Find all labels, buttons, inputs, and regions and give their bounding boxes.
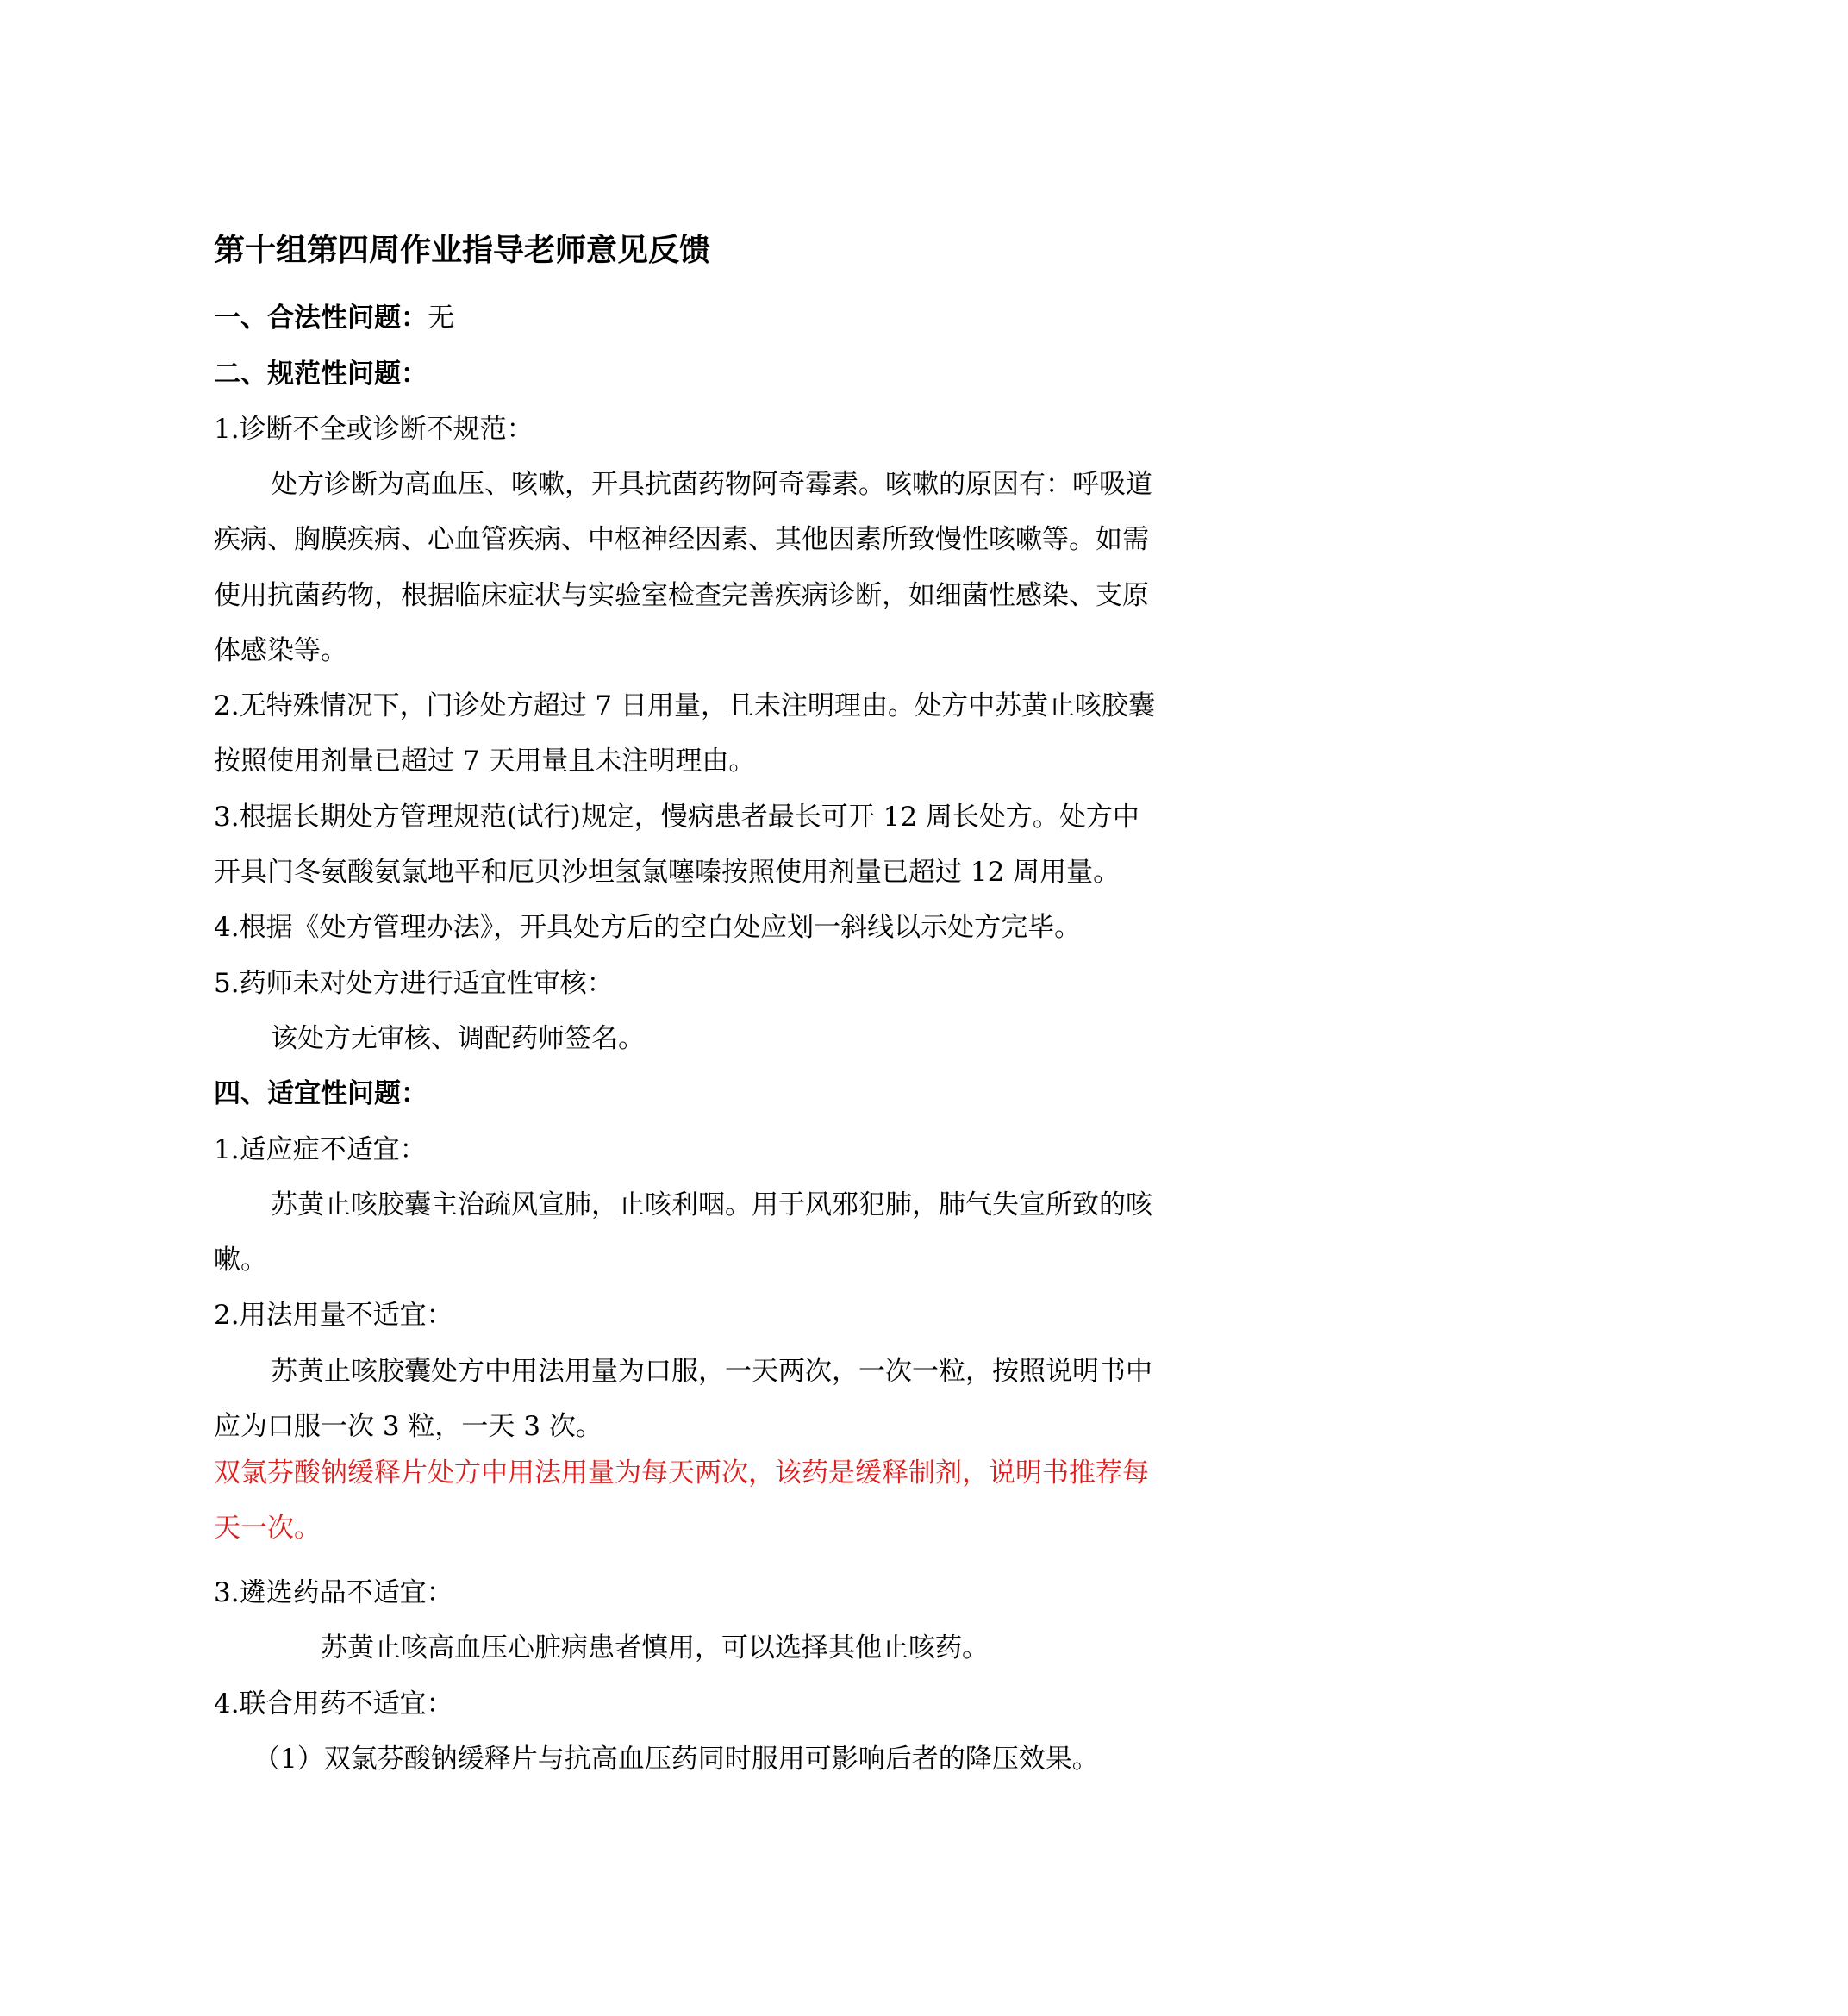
section-legality — [214, 301, 454, 335]
paragraph-line: 4.根据《处方管理办法》，开具处方后的空白处应划一斜线以示处方完毕。 — [214, 912, 1082, 943]
highlighted-line: 天一次。 — [214, 1513, 321, 1544]
paragraph-line: 苏黄止咳高血压心脏病患者慎用，可以选择其他止咳药。 — [321, 1632, 989, 1663]
item-diagnosis-title: 1.诊断不全或诊断不规范： — [214, 414, 534, 445]
paragraph-line: 按照使用剂量已超过 7 天用量且未注明理由。 — [214, 746, 756, 777]
paragraph-line: 苏黄止咳胶囊主治疏风宣肺，止咳利咽。用于风邪犯肺，肺气失宣所致的咳 — [271, 1189, 1152, 1220]
paragraph-line: 嗽。 — [214, 1245, 267, 1276]
paragraph-line: 3.根据长期处方管理规范(试行)规定，慢病患者最长可开 12 周长处方。处方中 — [214, 802, 1139, 833]
item-indication-title: 1.适应症不适宜： — [214, 1134, 427, 1165]
paragraph-line: 苏黄止咳胶囊处方中用法用量为口服，一天两次，一次一粒，按照说明书中 — [271, 1356, 1152, 1387]
paragraph-line: 处方诊断为高血压、咳嗽，开具抗菌药物阿奇霉素。咳嗽的原因有：呼吸道 — [271, 469, 1152, 500]
item-dosage-title: 2.用法用量不适宜： — [214, 1300, 453, 1331]
paragraph-line: 使用抗菌药物，根据临床症状与实验室检查完善疾病诊断，如细菌性感染、支原 — [214, 580, 1149, 611]
paragraph-line: 开具门冬氨酸氨氯地平和厄贝沙坦氢氯噻嗪按照使用剂量已超过 12 周用量。 — [214, 857, 1121, 888]
section-normativity-heading: 二、规范性问题： — [214, 359, 428, 390]
section-legality-heading: 一、合法性问题： — [214, 303, 428, 334]
document-title: 第十组第四周作业指导老师意见反馈 — [214, 233, 711, 268]
paragraph-line: （1）双氯芬酸钠缓释片与抗高血压药同时服用可影响后者的降压效果。 — [253, 1744, 1099, 1775]
section-appropriateness-heading: 四、适宜性问题： — [214, 1078, 428, 1109]
paragraph-line: 该处方无审核、调配药师签名。 — [271, 1023, 645, 1054]
item-selection-title: 3.遴选药品不适宜： — [214, 1577, 453, 1608]
paragraph-line: 疾病、胸膜疾病、心血管疾病、中枢神经因素、其他因素所致慢性咳嗽等。如需 — [214, 524, 1149, 555]
paragraph-line: 2.无特殊情况下，门诊处方超过 7 日用量，且未注明理由。处方中苏黄止咳胶囊 — [214, 690, 1156, 721]
item-pharmacist-title: 5.药师未对处方进行适宜性审核： — [214, 968, 614, 999]
item-combination-title: 4.联合用药不适宜： — [214, 1688, 453, 1720]
paragraph-line: 体感染等。 — [214, 635, 347, 666]
paragraph-line: 应为口服一次 3 粒，一天 3 次。 — [214, 1411, 602, 1442]
section-legality-value: 无 — [428, 303, 454, 334]
highlighted-line: 双氯芬酸钠缓释片处方中用法用量为每天两次，该药是缓释制剂，说明书推荐每 — [214, 1457, 1149, 1489]
